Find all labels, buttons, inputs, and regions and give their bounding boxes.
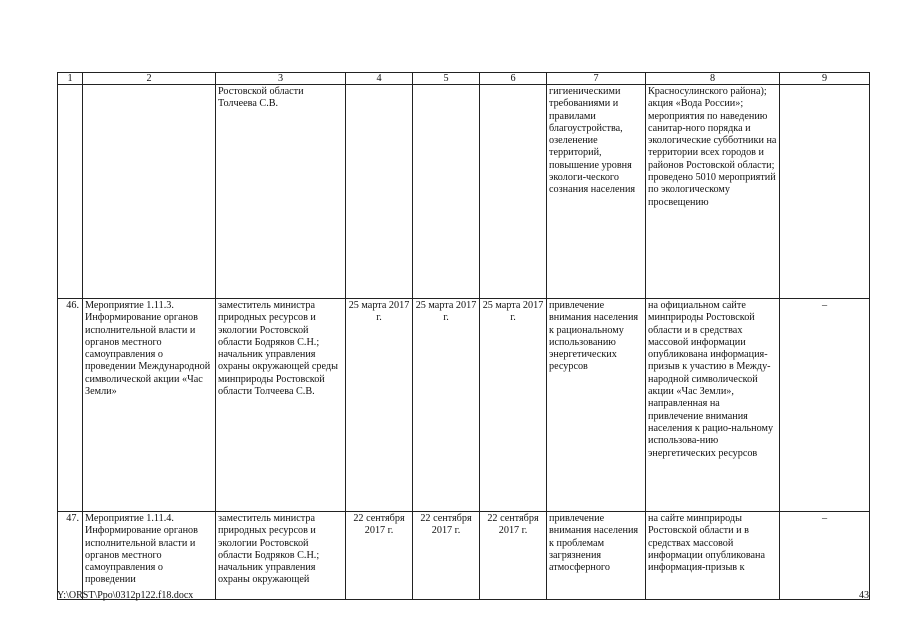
activities-table: [57, 72, 870, 600]
notes: [780, 85, 870, 299]
expected-result: гигиеническими требованиями и правилами благоустройства, озеленение территорий, повышение уровня экологи-ческого сознания населения: [547, 85, 646, 299]
column-number-row: [58, 73, 870, 85]
responsible-person: заместитель министра природных ресурсов и экологии Ростовской области Бодряков С.Н.; начальник управления охраны окружающей среды минприроды Ростовской области Толчеева С.В.: [216, 299, 346, 512]
end-date: 22 сентября 2017 г.: [480, 512, 547, 600]
planned-date: [346, 85, 413, 299]
end-date: 25 марта 2017 г.: [480, 299, 547, 512]
col-header: 6: [480, 73, 547, 85]
notes: –: [780, 299, 870, 512]
col-header: 9: [780, 73, 870, 85]
activity-name: [83, 85, 216, 299]
page-number: 43: [859, 590, 869, 601]
col-header: 2: [83, 73, 216, 85]
start-date: 25 марта 2017 г.: [413, 299, 480, 512]
start-date: 22 сентября 2017 г.: [413, 512, 480, 600]
notes: –: [780, 512, 870, 600]
actual-result: на сайте минприроды Ростовской области и в средствах массовой информации опубликована информация-призыв к: [646, 512, 780, 600]
table-row: [58, 512, 870, 600]
col-header: 3: [216, 73, 346, 85]
expected-result: привлечение внимания населения к проблемам загрязнения атмосферного: [547, 512, 646, 600]
responsible-person: Ростовской области Толчеева С.В.: [216, 85, 346, 299]
table-row: [58, 299, 870, 512]
file-path: Y:\ORST\Ppo\0312p122.f18.docx: [57, 590, 194, 601]
expected-result: привлечение внимания населения к рациональному использованию энергетических ресурсов: [547, 299, 646, 512]
actual-result: Красносулинского района); акция «Вода России»; мероприятия по наведению санитар-ного порядка и экологические субботники на территории всех городов и районов Ростовской области; проведено 5010 мероприятий по экологическому просвещению: [646, 85, 780, 299]
end-date: [480, 85, 547, 299]
row-number: 47.: [58, 512, 83, 600]
table-row: [58, 85, 870, 299]
col-header: 7: [547, 73, 646, 85]
actual-result: на официальном сайте минприроды Ростовской области и в средствах массовой информации опубликована информация-призыв к участию в Между-народной символической акции «Час Земли», направленная на привлечение внимания населения к рацио-нальному использова-нию энергетических ресурсов: [646, 299, 780, 512]
activity-name: Мероприятие 1.11.4. Информирование органов исполнительной власти и органов местного самоуправления о проведении: [83, 512, 216, 600]
row-number: [58, 85, 83, 299]
planned-date: 22 сентября 2017 г.: [346, 512, 413, 600]
col-header: 8: [646, 73, 780, 85]
col-header: 1: [58, 73, 83, 85]
row-number: 46.: [58, 299, 83, 512]
planned-date: 25 марта 2017 г.: [346, 299, 413, 512]
responsible-person: заместитель министра природных ресурсов и экологии Ростовской области Бодряков С.Н.; начальник управления охраны окружающей: [216, 512, 346, 600]
col-header: 4: [346, 73, 413, 85]
activity-name: Мероприятие 1.11.3. Информирование органов исполнительной власти и органов местного самоуправления о проведении Международной символической акции «Час Земли»: [83, 299, 216, 512]
col-header: 5: [413, 73, 480, 85]
start-date: [413, 85, 480, 299]
